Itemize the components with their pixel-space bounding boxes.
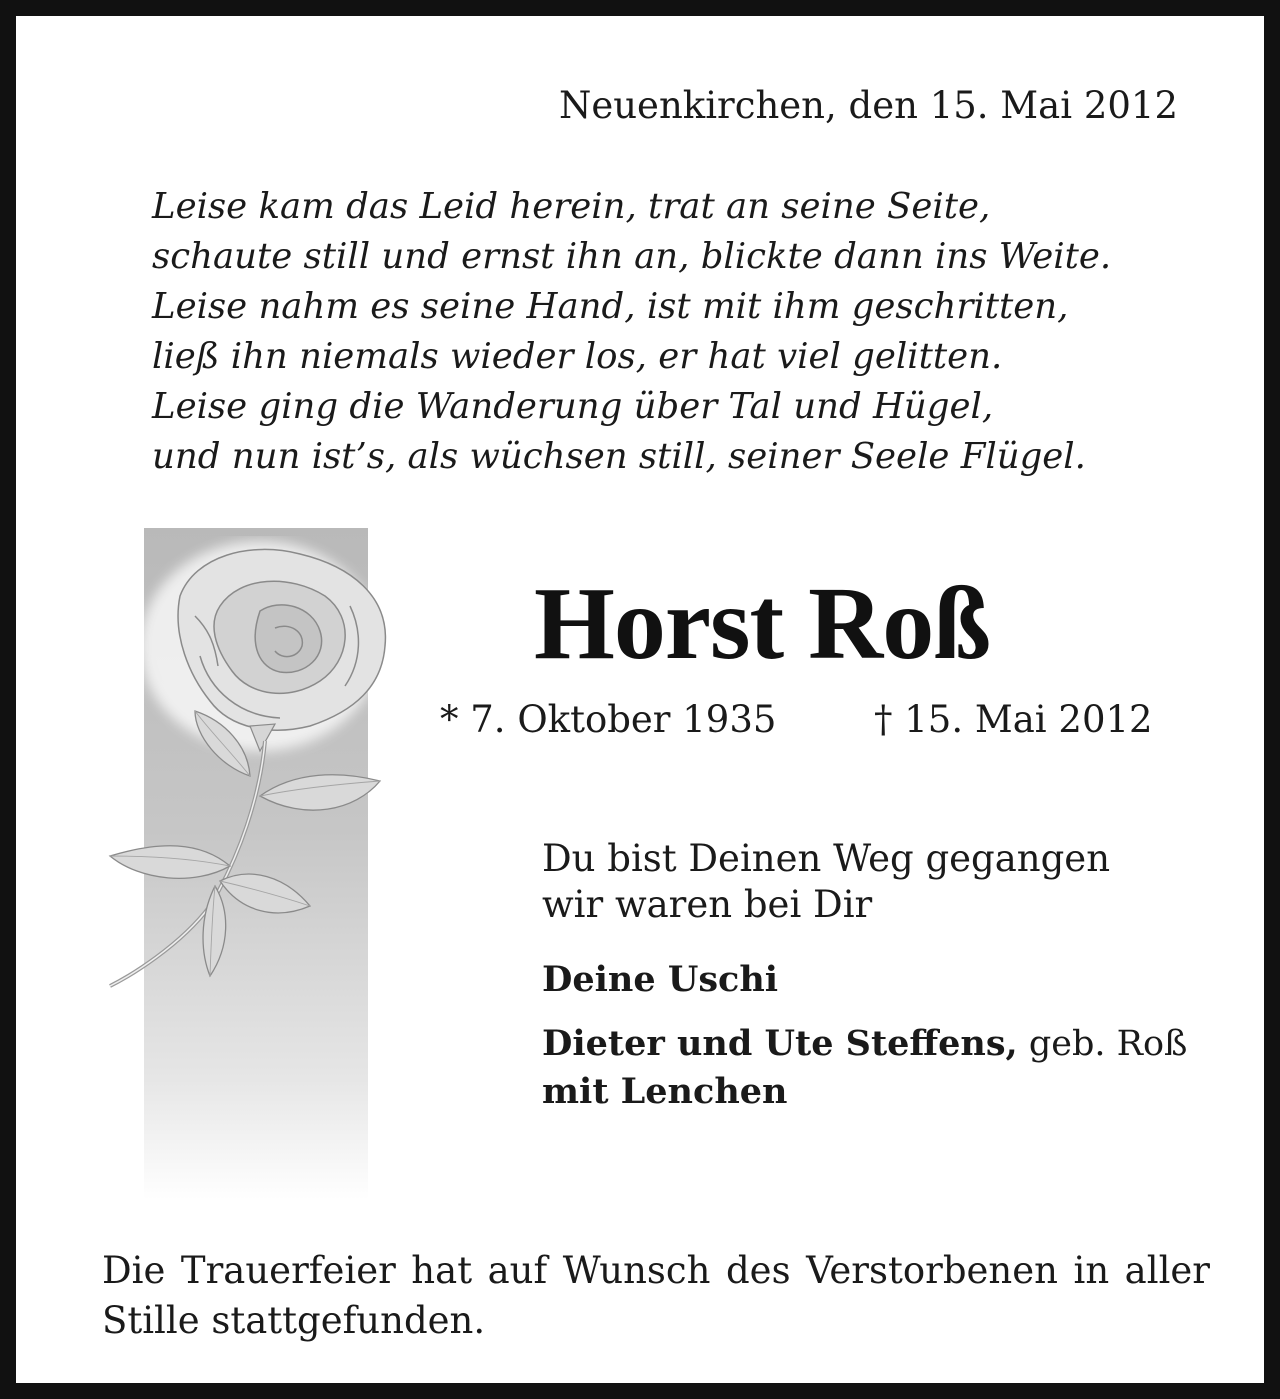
poem-line: schaute still und ernst ihn an, blickte dann ins Weite. [152, 236, 1112, 277]
mourner-first: Deine Uschi [542, 959, 779, 1000]
deceased-name: Horst Roß [534, 566, 991, 681]
mourner-third: mit Lenchen [542, 1071, 788, 1112]
poem-line: Leise kam das Leid herein, trat an seine Seite, [152, 186, 991, 227]
poem-line: und nun ist’s, als wüchsen still, seiner Seele Flügel. [152, 436, 1086, 477]
poem-line: Leise ging die Wanderung über Tal und Hügel, [152, 386, 994, 427]
death-date: † 15. Mai 2012 [874, 698, 1153, 741]
farewell-line: wir waren bei Dir [542, 883, 873, 926]
farewell-text [542, 836, 1110, 928]
farewell-line: Du bist Deinen Weg gegangen [542, 837, 1111, 880]
service-note: Die Trauerfeier hat auf Wunsch des Verstorbenen in aller Stille stattgefunden. [102, 1249, 1210, 1342]
poem [152, 182, 1111, 482]
mourner-family-names: Dieter und Ute Steffens, [542, 1023, 1018, 1064]
birth-date: * 7. Oktober 1935 [440, 698, 777, 741]
mourner-family-maiden: geb. Roß [1017, 1024, 1188, 1064]
poem-line: Leise nahm es seine Hand, ist mit ihm geschritten, [152, 286, 1069, 327]
mourner-family [542, 1020, 1187, 1116]
rose-illustration [100, 536, 420, 996]
poem-line: ließ ihn niemals wieder los, er hat viel gelitten. [152, 336, 1003, 377]
place-date: Neuenkirchen, den 15. Mai 2012 [558, 84, 1178, 127]
rose-leaves [110, 711, 380, 976]
